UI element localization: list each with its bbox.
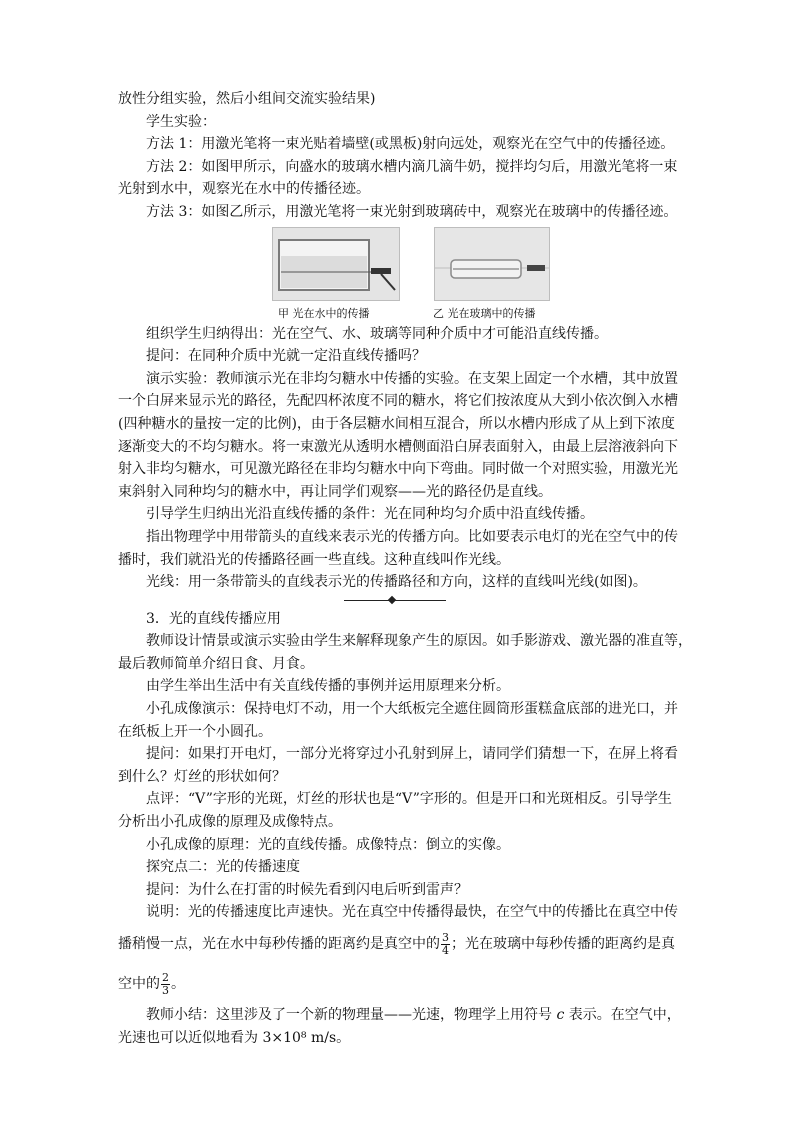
document-page (118, 88, 692, 1049)
section-heading: 3．光的直线传播应用 (146, 610, 281, 627)
figure-row (118, 227, 678, 323)
text-line: 方法 3：如图乙所示，用激光笔将一束光射到玻璃砖中，观察光在玻璃中的传播径迹。 (146, 203, 678, 220)
text-line: 光速也可以近似地看为 3×10⁸ m/s。 (118, 1029, 351, 1046)
text-line: 引导学生归纳出光沿直线传播的条件：光在同种均匀介质中沿直线传播。 (146, 506, 594, 523)
glass-block-photo (434, 227, 550, 301)
text-line: 演示实验：教师演示光在非均匀糖水中传播的实验。在支架上固定一个水槽，其中放置 (146, 370, 678, 387)
fraction-three-quarters (441, 932, 450, 957)
fraction-denominator: 3 (162, 983, 169, 997)
text-line: 到什么？灯丝的形状如何？ (118, 768, 286, 785)
text-line: 方法 2：如图甲所示，向盛水的玻璃水槽内滴几滴牛奶，搅拌均匀后，用激光笔将一束 (146, 158, 678, 175)
symbol-c: c (556, 1007, 565, 1023)
text-line: 小孔成像演示：保持电灯不动，用一个大纸板完全遮住圆筒形蛋糕盒底部的进光口，并 (146, 701, 678, 718)
text-line (118, 1004, 681, 1027)
text-segment: ；光在玻璃中每秒传播的距离约是真 (451, 936, 675, 952)
text-line: 组织学生归纳得出：光在空气、水、玻璃等同种介质中才可能沿直线传播。 (146, 325, 608, 342)
text-line-with-fraction (118, 964, 678, 1004)
fraction-numerator: 2 (162, 970, 169, 984)
text-line: 由学生举出生活中有关直线传播的事例并运用原理来分析。 (146, 678, 510, 695)
arrow-head-icon (388, 595, 396, 603)
text-line: 小孔成像的原理：光的直线传播。成像特点：倒立的实像。 (146, 836, 510, 853)
text-line: 射入非均匀糖水，可见激光路径在非均匀糖水中向下弯曲。同时做一个对照实验，用激光光 (118, 461, 678, 478)
text-line: 在纸板上开一个小圆孔。 (118, 723, 272, 740)
text-line: 指出物理学中用带箭头的直线来表示光的传播方向。比如要表示电灯的光在空气中的传 (146, 528, 678, 545)
fraction-numerator: 3 (442, 930, 449, 944)
text-line: 逐渐变大的不均匀糖水。将一束激光从透明水槽侧面沿白屏表面射入，由最上层溶液斜向下 (118, 438, 678, 455)
text-line: 教师设计情景或演示实验由学生来解释现象产生的原因。如手影游戏、激光器的准直等， (146, 633, 692, 650)
text-line: 点评：“V”字形的光斑，灯丝的形状也是“V”字形的。但是开口和光斑相反。引导学生 (146, 791, 672, 808)
text-line-with-fraction (118, 924, 678, 964)
text-line: 光射到水中，观察光在水中的传播径迹。 (118, 181, 370, 198)
text-line: 光线：用一条带箭头的直线表示光的传播路径和方向，这样的直线叫光线(如图)。 (146, 574, 647, 591)
text-line: 探究点二：光的传播速度 (146, 859, 300, 876)
text-line: 提问：如果打开电灯，一部分光将穿过小孔射到屏上，请同学们猜想一下，在屏上将看 (146, 746, 678, 763)
text-segment: 。 (171, 976, 185, 992)
text-segment: 播稍慢一点，光在水中每秒传播的距离约是真空中的 (118, 936, 440, 952)
fraction-denominator: 4 (442, 943, 449, 957)
figure-caption-right: 乙 光在玻璃中的传播 (433, 306, 536, 320)
text-line: 最后教师简单介绍日食、月食。 (118, 655, 314, 672)
text-line: (四种糖水的量按一定的比例)，由于各层糖水间相互混合，所以水槽内形成了从上到下浓度 (118, 415, 675, 432)
text-line: 放性分组实验，然后小组间交流实验结果) (118, 91, 376, 107)
text-line: 播时，我们就沿光的传播路径画一些直线。这种直线叫作光线。 (118, 551, 510, 568)
figure-caption-left: 甲 光在水中的传播 (278, 306, 370, 320)
text-line: 学生实验： (146, 113, 216, 130)
text-line: 说明：光的传播速度比声速快。光在真空中传播得最快，在空气中的传播比在真空中传 (146, 904, 678, 921)
text-segment: 表示。在空气中， (564, 1007, 681, 1023)
light-ray-figure (118, 594, 678, 608)
text-line: 方法 1：用激光笔将一束光贴着墙壁(或黑板)射向远处，观察光在空气中的传播径迹。 (146, 136, 675, 153)
fraction-two-thirds (161, 972, 170, 997)
text-line: 分析出小孔成像的原理及成像特点。 (118, 814, 342, 831)
text-line: 一个白屏来显示光的路径，先配四杯浓度不同的糖水，将它们按浓度从大到小依次倒入水槽 (118, 393, 678, 410)
text-line: 提问：在同种介质中光就一定沿直线传播吗？ (146, 348, 426, 365)
text-line: 束斜射入同种均匀的糖水中，再让同学们观察——光的路径仍是直线。 (118, 483, 552, 500)
text-segment: 教师小结：这里涉及了一个新的物理量——光速，物理学上用符号 (146, 1007, 557, 1023)
text-segment: 空中的 (118, 976, 160, 992)
water-tank-photo (272, 227, 400, 301)
text-line: 提问：为什么在打雷的时候先看到闪电后听到雷声？ (146, 881, 468, 898)
